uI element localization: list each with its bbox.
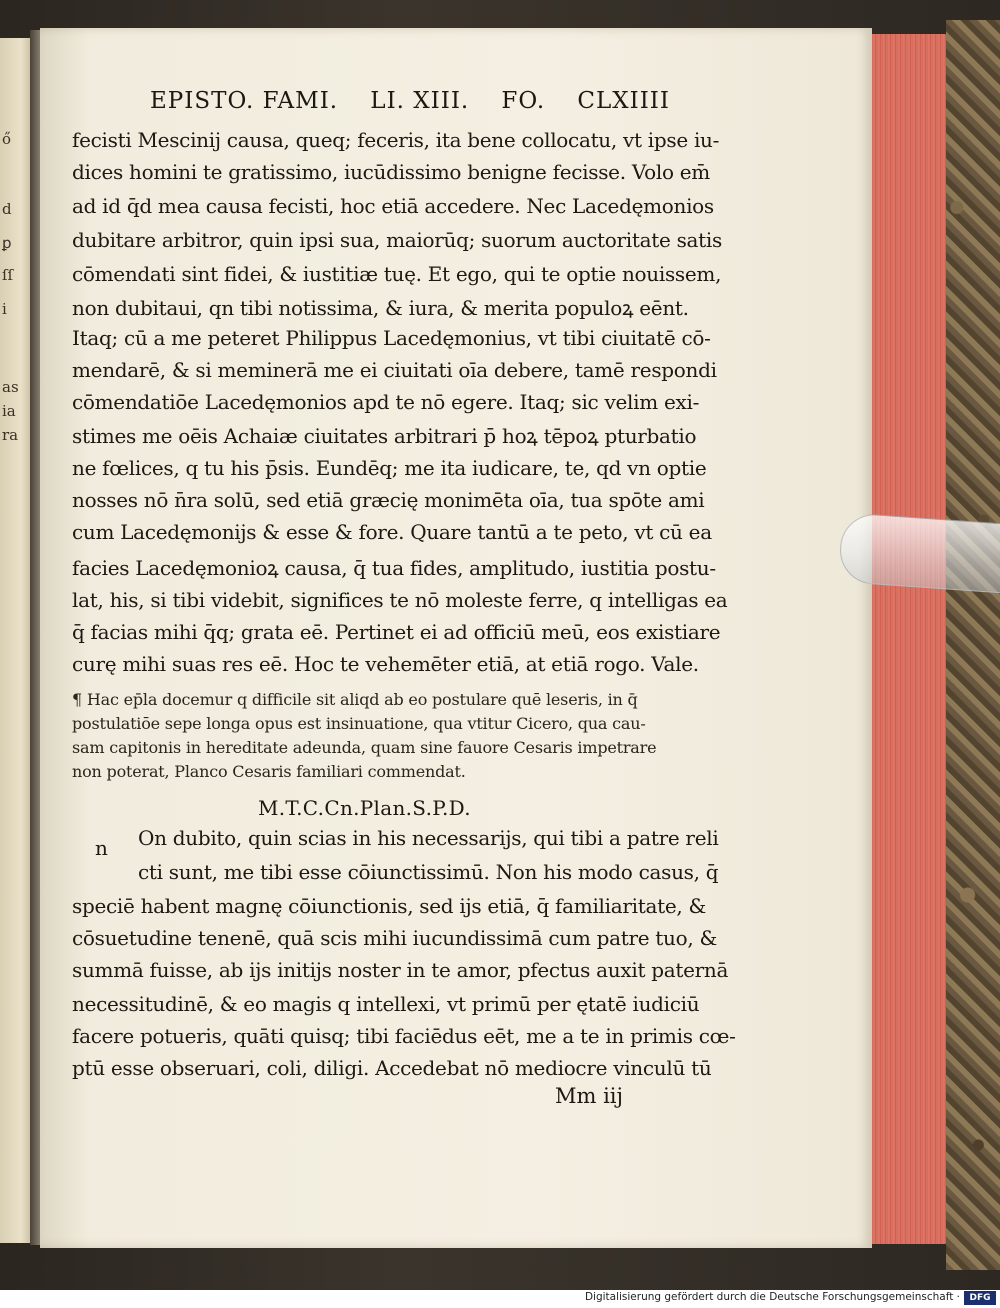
- text-line: mendarē, & si meminerā me ei ciuitati oīa debere, tamē respondi: [72, 358, 717, 382]
- header-folio-number: CLXIIII: [577, 88, 670, 114]
- text-line: stimes me oēis Achaiæ ciuitates arbitrari p̄ hoꝝ tēpoꝝ pturbatio: [72, 424, 697, 448]
- text-line: cōsuetudine tenenē, quā scis mihi iucundissimā cum patre tuo, &: [72, 926, 717, 950]
- text-line: cum Lacedęmonijs & esse & fore. Quare tantū a te peto, vt cū ea: [72, 520, 712, 544]
- text-line: summā fuisse, ab ijs initijs noster in te amor, pfectus auxit paternā: [72, 958, 729, 982]
- text-line: Itaq; cū a me peteret Philippus Lacedęmonius, vt tibi ciuitatē cō-: [72, 326, 711, 350]
- digitization-footer: [0, 1290, 1000, 1308]
- text-line: ad id q̄d mea causa fecisti, hoc etiā accedere. Nec Lacedęmonios: [72, 194, 714, 218]
- facing-page-glyph: ꝑ: [2, 234, 12, 252]
- letter-salutation: M.T.C.Cn.Plan.S.P.D.: [258, 796, 471, 820]
- running-header: [150, 88, 670, 122]
- signature-mark: Mm iij: [555, 1084, 624, 1108]
- footer-credit: Digitalisierung gefördert durch die Deutsche Forschungsgemeinschaft ·: [584, 1291, 960, 1303]
- text-line: facies Lacedęmonioꝝ causa, q̄ tua fides, amplitudo, iustitia postu-: [72, 556, 716, 580]
- glass-page-clip: [838, 512, 1000, 594]
- text-line: non dubitaui, qn tibi notissima, & iura, & merita populoꝝ eēnt.: [72, 296, 689, 320]
- facing-page-glyph: ſſ: [2, 266, 14, 284]
- facing-page-glyph: as: [2, 378, 19, 396]
- text-line: nosses nō n̄ra solū, sed etiā græcię monimēta oīa, tua spōte ami: [72, 488, 705, 512]
- facing-page-glyph: i: [2, 300, 7, 318]
- text-line: cti sunt, me tibi esse cōiunctissimū. Non his modo casus, q̄: [138, 860, 719, 884]
- facing-page-edge: [0, 38, 32, 1243]
- facing-page-glyph: ő: [2, 130, 12, 148]
- text-line: dices homini te gratissimo, iucūdissimo benigne fecisse. Volo em̄: [72, 160, 710, 184]
- commentary-line: postulatiōe sepe longa opus est insinuatione, qua vtitur Cicero, qua cau-: [72, 714, 646, 733]
- text-line: cōmendati sint fidei, & iustitiæ tuę. Et ego, qui te optie nouissem,: [72, 262, 722, 286]
- facing-page-glyph: ia: [2, 402, 16, 420]
- text-line: lat, his, si tibi videbit, significes te nō moleste ferre, q intelligas ea: [72, 588, 728, 612]
- facing-page-glyph: ra: [2, 426, 19, 444]
- text-line: curę mihi suas res eē. Hoc te vehemēter etiā, at etiā rogo. Vale.: [72, 652, 699, 676]
- text-line: necessitudinē, & eo magis q intellexi, vt primū per ętatē iudiciū: [72, 992, 700, 1016]
- text-line: q̄ facias mihi q̄q; grata eē. Pertinet ei ad officiū meū, eos existiare: [72, 620, 721, 644]
- header-book: LI. XIII.: [370, 88, 470, 114]
- marbled-cover: [946, 20, 1000, 1270]
- text-line: dubitare arbitror, quin ipsi sua, maiorūq; suorum auctoritate satis: [72, 228, 722, 252]
- text-line: cōmendatiōe Lacedęmonios apd te nō egere. Itaq; sic velim exi-: [72, 390, 700, 414]
- header-title: EPISTO. FAMI.: [150, 88, 339, 114]
- header-folio-label: FO.: [501, 88, 546, 114]
- commentary-line: ¶ Hac ep̄la docemur q difficile sit aliqd ab eo postulare quē leseris, in q̄: [72, 690, 638, 709]
- dfg-logo: DFG: [964, 1291, 996, 1305]
- commentary-line: non poterat, Planco Cesaris familiari commendat.: [72, 762, 466, 781]
- guide-letter: n: [95, 836, 108, 860]
- text-line: fecisti Mescinij causa, queq; feceris, ita bene collocatu, vt ipse iu-: [72, 128, 720, 152]
- commentary-line: sam capitonis in hereditate adeunda, quam sine fauore Cesaris impetrare: [72, 738, 657, 757]
- text-line: ptū esse obseruari, coli, diligi. Accedebat nō mediocre vinculū tū: [72, 1056, 712, 1080]
- page-edges: [872, 34, 950, 1244]
- text-line: On dubito, quin scias in his necessarijs, qui tibi a patre reli: [138, 826, 719, 850]
- text-line: speciē habent magnę cōiunctionis, sed ijs etiā, q̄ familiaritate, &: [72, 894, 706, 918]
- text-line: ne fœlices, q tu his p̄sis. Eundēq; me ita iudicare, te, qd vn optie: [72, 456, 707, 480]
- text-line: facere potueris, quāti quisq; tibi faciēdus eēt, me a te in primis cœ-: [72, 1024, 736, 1048]
- facing-page-glyph: d: [2, 200, 12, 218]
